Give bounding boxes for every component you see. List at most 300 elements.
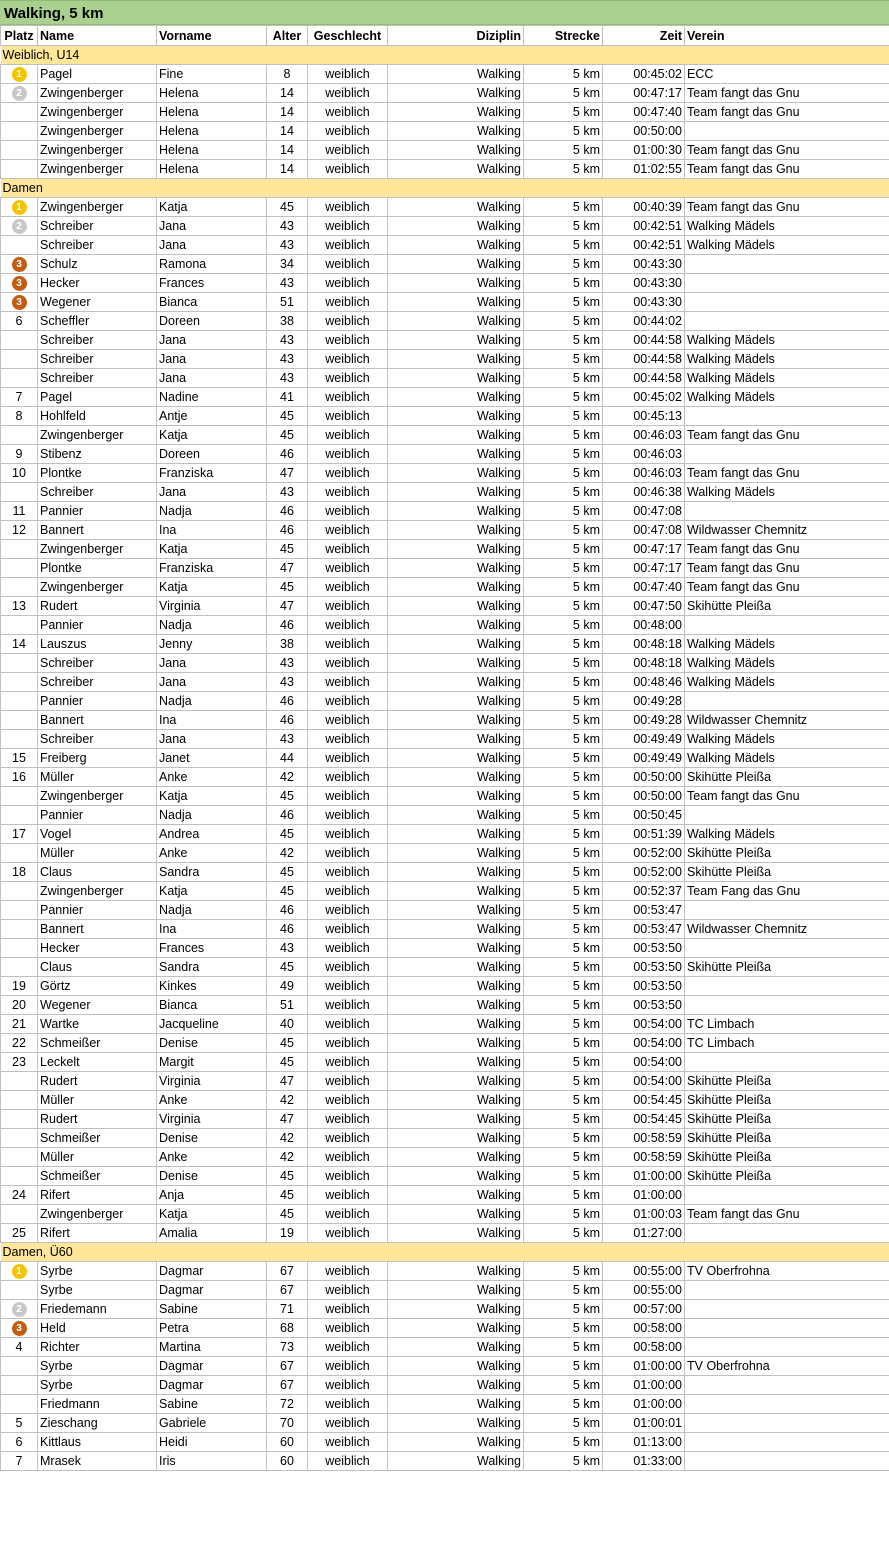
table-row — [1, 540, 889, 559]
cell-geschlecht: weiblich — [308, 312, 388, 331]
cell-verein: Team fangt das Gnu — [685, 426, 889, 445]
cell-verein — [685, 977, 889, 996]
cell-geschlecht: weiblich — [308, 369, 388, 388]
cell-zeit: 00:53:47 — [603, 920, 685, 939]
cell-platz — [1, 901, 38, 920]
cell-strecke: 5 km — [524, 1167, 603, 1186]
cell-verein — [685, 312, 889, 331]
cell-vorname: Anke — [157, 1148, 267, 1167]
cell-diziplin: Walking — [388, 445, 524, 464]
cell-verein: Walking Mädels — [685, 825, 889, 844]
cell-geschlecht: weiblich — [308, 1395, 388, 1414]
cell-vorname: Katja — [157, 787, 267, 806]
cell-name: Schreiber — [38, 217, 157, 236]
cell-platz — [1, 939, 38, 958]
cell-geschlecht: weiblich — [308, 996, 388, 1015]
cell-alter: 14 — [267, 160, 308, 179]
cell-name: Görtz — [38, 977, 157, 996]
cell-alter: 46 — [267, 616, 308, 635]
table-row — [1, 1186, 889, 1205]
cell-platz — [1, 65, 38, 84]
cell-strecke: 5 km — [524, 1433, 603, 1452]
cell-platz: 24 — [1, 1186, 38, 1205]
cell-alter: 45 — [267, 863, 308, 882]
cell-alter: 19 — [267, 1224, 308, 1243]
table-row — [1, 293, 889, 312]
cell-strecke: 5 km — [524, 1015, 603, 1034]
cell-diziplin: Walking — [388, 369, 524, 388]
cell-strecke: 5 km — [524, 692, 603, 711]
cell-vorname: Dagmar — [157, 1357, 267, 1376]
cell-platz: 5 — [1, 1414, 38, 1433]
cell-name: Pannier — [38, 502, 157, 521]
table-row — [1, 673, 889, 692]
cell-diziplin: Walking — [388, 521, 524, 540]
cell-zeit: 01:27:00 — [603, 1224, 685, 1243]
cell-zeit: 01:00:00 — [603, 1357, 685, 1376]
cell-platz — [1, 1357, 38, 1376]
bronze-medal-icon: 3 — [12, 257, 27, 272]
cell-alter: 45 — [267, 1186, 308, 1205]
cell-diziplin: Walking — [388, 863, 524, 882]
cell-platz — [1, 274, 38, 293]
cell-platz — [1, 369, 38, 388]
cell-strecke: 5 km — [524, 1319, 603, 1338]
cell-vorname: Jana — [157, 673, 267, 692]
cell-vorname: Jana — [157, 654, 267, 673]
table-row — [1, 369, 889, 388]
cell-name: Zwingenberger — [38, 787, 157, 806]
cell-name: Freiberg — [38, 749, 157, 768]
cell-diziplin: Walking — [388, 141, 524, 160]
cell-alter: 14 — [267, 141, 308, 160]
cell-verein — [685, 1281, 889, 1300]
cell-geschlecht: weiblich — [308, 616, 388, 635]
table-row — [1, 1224, 889, 1243]
cell-verein — [685, 293, 889, 312]
cell-verein: Skihütte Pleißa — [685, 1167, 889, 1186]
cell-zeit: 00:52:00 — [603, 844, 685, 863]
cell-name: Plontke — [38, 559, 157, 578]
cell-zeit: 00:53:50 — [603, 977, 685, 996]
table-row — [1, 1167, 889, 1186]
table-row — [1, 768, 889, 787]
cell-zeit: 01:33:00 — [603, 1452, 685, 1471]
cell-platz — [1, 1072, 38, 1091]
cell-geschlecht: weiblich — [308, 388, 388, 407]
cell-strecke: 5 km — [524, 1129, 603, 1148]
cell-zeit: 00:43:30 — [603, 255, 685, 274]
cell-diziplin: Walking — [388, 1433, 524, 1452]
cell-alter: 45 — [267, 578, 308, 597]
cell-alter: 14 — [267, 122, 308, 141]
cell-strecke: 5 km — [524, 654, 603, 673]
cell-alter: 34 — [267, 255, 308, 274]
cell-diziplin: Walking — [388, 388, 524, 407]
cell-verein: Walking Mädels — [685, 635, 889, 654]
cell-verein: Skihütte Pleißa — [685, 768, 889, 787]
cell-alter: 43 — [267, 654, 308, 673]
cell-platz — [1, 217, 38, 236]
cell-diziplin: Walking — [388, 806, 524, 825]
cell-name: Wegener — [38, 293, 157, 312]
cell-diziplin: Walking — [388, 1072, 524, 1091]
silver-medal-icon: 2 — [12, 219, 27, 234]
cell-zeit: 00:42:51 — [603, 236, 685, 255]
cell-geschlecht: weiblich — [308, 1167, 388, 1186]
cell-vorname: Heidi — [157, 1433, 267, 1452]
cell-platz — [1, 1110, 38, 1129]
cell-geschlecht: weiblich — [308, 977, 388, 996]
cell-geschlecht: weiblich — [308, 844, 388, 863]
table-row — [1, 654, 889, 673]
cell-diziplin: Walking — [388, 122, 524, 141]
cell-zeit: 00:50:00 — [603, 787, 685, 806]
cell-platz — [1, 920, 38, 939]
cell-geschlecht: weiblich — [308, 711, 388, 730]
cell-verein — [685, 806, 889, 825]
cell-zeit: 00:54:00 — [603, 1053, 685, 1072]
cell-diziplin: Walking — [388, 1224, 524, 1243]
cell-alter: 46 — [267, 901, 308, 920]
cell-strecke: 5 km — [524, 103, 603, 122]
table-row — [1, 787, 889, 806]
cell-zeit: 00:46:03 — [603, 445, 685, 464]
cell-zeit: 00:57:00 — [603, 1300, 685, 1319]
cell-strecke: 5 km — [524, 711, 603, 730]
cell-diziplin: Walking — [388, 255, 524, 274]
cell-verein: TC Limbach — [685, 1034, 889, 1053]
table-row — [1, 1357, 889, 1376]
cell-platz — [1, 141, 38, 160]
cell-verein — [685, 1053, 889, 1072]
cell-strecke: 5 km — [524, 977, 603, 996]
cell-platz — [1, 1281, 38, 1300]
cell-vorname: Sabine — [157, 1395, 267, 1414]
cell-diziplin: Walking — [388, 1281, 524, 1300]
cell-verein: TV Oberfrohna — [685, 1262, 889, 1281]
cell-diziplin: Walking — [388, 1205, 524, 1224]
cell-diziplin: Walking — [388, 236, 524, 255]
cell-alter: 43 — [267, 217, 308, 236]
cell-strecke: 5 km — [524, 1281, 603, 1300]
cell-strecke: 5 km — [524, 483, 603, 502]
table-row — [1, 122, 889, 141]
cell-alter: 67 — [267, 1357, 308, 1376]
cell-diziplin: Walking — [388, 1053, 524, 1072]
section-title: Damen, Ü60 — [1, 1243, 889, 1262]
table-row — [1, 920, 889, 939]
cell-name: Schmeißer — [38, 1167, 157, 1186]
cell-zeit: 00:50:45 — [603, 806, 685, 825]
cell-platz: 12 — [1, 521, 38, 540]
section-title: Damen — [1, 179, 889, 198]
cell-alter: 51 — [267, 293, 308, 312]
cell-name: Pannier — [38, 806, 157, 825]
cell-alter: 60 — [267, 1433, 308, 1452]
table-row — [1, 350, 889, 369]
cell-strecke: 5 km — [524, 369, 603, 388]
results-table — [0, 25, 889, 1471]
cell-geschlecht: weiblich — [308, 730, 388, 749]
cell-verein: Walking Mädels — [685, 730, 889, 749]
cell-verein: Team fangt das Gnu — [685, 84, 889, 103]
cell-geschlecht: weiblich — [308, 882, 388, 901]
cell-diziplin: Walking — [388, 692, 524, 711]
cell-diziplin: Walking — [388, 1376, 524, 1395]
cell-name: Rudert — [38, 1110, 157, 1129]
cell-alter: 45 — [267, 958, 308, 977]
cell-name: Pannier — [38, 692, 157, 711]
cell-platz — [1, 483, 38, 502]
cell-platz — [1, 692, 38, 711]
table-row — [1, 616, 889, 635]
cell-zeit: 00:44:58 — [603, 369, 685, 388]
cell-vorname: Dagmar — [157, 1376, 267, 1395]
cell-zeit: 00:43:30 — [603, 293, 685, 312]
cell-geschlecht: weiblich — [308, 1262, 388, 1281]
cell-strecke: 5 km — [524, 236, 603, 255]
cell-vorname: Virginia — [157, 597, 267, 616]
cell-alter: 71 — [267, 1300, 308, 1319]
cell-zeit: 00:50:00 — [603, 122, 685, 141]
cell-name: Müller — [38, 1091, 157, 1110]
cell-alter: 70 — [267, 1414, 308, 1433]
cell-platz — [1, 1148, 38, 1167]
cell-name: Scheffler — [38, 312, 157, 331]
cell-platz — [1, 806, 38, 825]
cell-vorname: Jana — [157, 730, 267, 749]
cell-geschlecht: weiblich — [308, 1433, 388, 1452]
cell-zeit: 00:53:50 — [603, 939, 685, 958]
cell-strecke: 5 km — [524, 388, 603, 407]
cell-diziplin: Walking — [388, 559, 524, 578]
cell-platz: 20 — [1, 996, 38, 1015]
cell-vorname: Nadja — [157, 806, 267, 825]
cell-name: Pannier — [38, 616, 157, 635]
cell-name: Zwingenberger — [38, 84, 157, 103]
cell-diziplin: Walking — [388, 635, 524, 654]
cell-strecke: 5 km — [524, 673, 603, 692]
cell-name: Friedmann — [38, 1395, 157, 1414]
cell-vorname: Margit — [157, 1053, 267, 1072]
cell-vorname: Anja — [157, 1186, 267, 1205]
cell-vorname: Katja — [157, 426, 267, 445]
cell-strecke: 5 km — [524, 920, 603, 939]
cell-vorname: Helena — [157, 103, 267, 122]
cell-vorname: Ina — [157, 521, 267, 540]
table-row — [1, 1091, 889, 1110]
header-name: Name — [38, 26, 157, 46]
cell-platz — [1, 578, 38, 597]
table-row — [1, 1053, 889, 1072]
cell-zeit: 00:45:02 — [603, 65, 685, 84]
cell-verein: Skihütte Pleißa — [685, 597, 889, 616]
cell-vorname: Sabine — [157, 1300, 267, 1319]
cell-strecke: 5 km — [524, 1148, 603, 1167]
cell-platz: 4 — [1, 1338, 38, 1357]
cell-strecke: 5 km — [524, 407, 603, 426]
cell-geschlecht: weiblich — [308, 1338, 388, 1357]
table-row — [1, 597, 889, 616]
cell-strecke: 5 km — [524, 331, 603, 350]
cell-geschlecht: weiblich — [308, 483, 388, 502]
cell-geschlecht: weiblich — [308, 502, 388, 521]
cell-platz — [1, 1319, 38, 1338]
cell-name: Vogel — [38, 825, 157, 844]
cell-name: Zwingenberger — [38, 578, 157, 597]
cell-diziplin: Walking — [388, 502, 524, 521]
cell-zeit: 00:43:30 — [603, 274, 685, 293]
cell-platz — [1, 654, 38, 673]
cell-zeit: 01:13:00 — [603, 1433, 685, 1452]
cell-verein: Skihütte Pleißa — [685, 1072, 889, 1091]
cell-diziplin: Walking — [388, 1167, 524, 1186]
cell-zeit: 00:47:17 — [603, 84, 685, 103]
cell-diziplin: Walking — [388, 920, 524, 939]
cell-strecke: 5 km — [524, 1376, 603, 1395]
cell-alter: 42 — [267, 1129, 308, 1148]
cell-diziplin: Walking — [388, 597, 524, 616]
cell-diziplin: Walking — [388, 1186, 524, 1205]
cell-verein — [685, 996, 889, 1015]
table-row — [1, 806, 889, 825]
cell-alter: 41 — [267, 388, 308, 407]
cell-platz — [1, 787, 38, 806]
cell-zeit: 00:50:00 — [603, 768, 685, 787]
cell-platz — [1, 160, 38, 179]
cell-diziplin: Walking — [388, 217, 524, 236]
cell-zeit: 00:46:03 — [603, 426, 685, 445]
cell-vorname: Frances — [157, 274, 267, 293]
table-row — [1, 1338, 889, 1357]
cell-geschlecht: weiblich — [308, 1300, 388, 1319]
cell-vorname: Jenny — [157, 635, 267, 654]
cell-verein: Wildwasser Chemnitz — [685, 920, 889, 939]
cell-alter: 49 — [267, 977, 308, 996]
table-row — [1, 255, 889, 274]
cell-verein — [685, 122, 889, 141]
cell-diziplin: Walking — [388, 1395, 524, 1414]
table-row — [1, 103, 889, 122]
cell-geschlecht: weiblich — [308, 1452, 388, 1471]
cell-alter: 46 — [267, 920, 308, 939]
cell-platz — [1, 673, 38, 692]
cell-geschlecht: weiblich — [308, 1357, 388, 1376]
cell-verein — [685, 616, 889, 635]
cell-verein: Skihütte Pleißa — [685, 1129, 889, 1148]
cell-diziplin: Walking — [388, 1452, 524, 1471]
cell-alter: 46 — [267, 502, 308, 521]
cell-geschlecht: weiblich — [308, 103, 388, 122]
cell-alter: 43 — [267, 331, 308, 350]
cell-diziplin: Walking — [388, 882, 524, 901]
cell-zeit: 00:48:18 — [603, 635, 685, 654]
cell-zeit: 00:45:02 — [603, 388, 685, 407]
cell-alter: 42 — [267, 1091, 308, 1110]
table-row — [1, 65, 889, 84]
cell-geschlecht: weiblich — [308, 1129, 388, 1148]
cell-verein: Team fangt das Gnu — [685, 1205, 889, 1224]
table-row — [1, 464, 889, 483]
sheet-title: Walking, 5 km — [0, 0, 889, 25]
cell-vorname: Nadja — [157, 692, 267, 711]
table-row — [1, 1148, 889, 1167]
cell-strecke: 5 km — [524, 616, 603, 635]
cell-diziplin: Walking — [388, 616, 524, 635]
cell-alter: 42 — [267, 768, 308, 787]
cell-zeit: 01:00:01 — [603, 1414, 685, 1433]
cell-strecke: 5 km — [524, 521, 603, 540]
cell-strecke: 5 km — [524, 996, 603, 1015]
header-vorname: Vorname — [157, 26, 267, 46]
cell-alter: 42 — [267, 844, 308, 863]
cell-strecke: 5 km — [524, 1072, 603, 1091]
cell-verein — [685, 1433, 889, 1452]
cell-platz — [1, 1205, 38, 1224]
cell-vorname: Jana — [157, 217, 267, 236]
cell-platz — [1, 1091, 38, 1110]
cell-geschlecht: weiblich — [308, 901, 388, 920]
cell-strecke: 5 km — [524, 350, 603, 369]
cell-alter: 47 — [267, 464, 308, 483]
table-row — [1, 198, 889, 217]
cell-zeit: 00:40:39 — [603, 198, 685, 217]
cell-verein — [685, 1186, 889, 1205]
cell-vorname: Amalia — [157, 1224, 267, 1243]
cell-alter: 46 — [267, 806, 308, 825]
cell-zeit: 00:53:47 — [603, 901, 685, 920]
cell-alter: 43 — [267, 939, 308, 958]
cell-vorname: Dagmar — [157, 1262, 267, 1281]
cell-zeit: 00:58:00 — [603, 1338, 685, 1357]
cell-alter: 72 — [267, 1395, 308, 1414]
cell-alter: 43 — [267, 730, 308, 749]
cell-name: Zwingenberger — [38, 160, 157, 179]
cell-alter: 40 — [267, 1015, 308, 1034]
cell-strecke: 5 km — [524, 1091, 603, 1110]
cell-zeit: 00:47:50 — [603, 597, 685, 616]
table-row — [1, 1072, 889, 1091]
table-row — [1, 1281, 889, 1300]
cell-zeit: 00:44:02 — [603, 312, 685, 331]
header-diziplin: Diziplin — [388, 26, 524, 46]
cell-vorname: Katja — [157, 578, 267, 597]
table-row — [1, 84, 889, 103]
cell-vorname: Anke — [157, 1091, 267, 1110]
cell-diziplin: Walking — [388, 350, 524, 369]
cell-verein — [685, 901, 889, 920]
cell-zeit: 00:49:28 — [603, 711, 685, 730]
cell-vorname: Bianca — [157, 996, 267, 1015]
cell-alter: 60 — [267, 1452, 308, 1471]
table-row — [1, 996, 889, 1015]
cell-verein: Walking Mädels — [685, 350, 889, 369]
cell-zeit: 00:47:08 — [603, 502, 685, 521]
cell-verein: Walking Mädels — [685, 654, 889, 673]
cell-geschlecht: weiblich — [308, 1015, 388, 1034]
cell-name: Hecker — [38, 274, 157, 293]
cell-geschlecht: weiblich — [308, 1091, 388, 1110]
cell-zeit: 00:58:59 — [603, 1129, 685, 1148]
cell-diziplin: Walking — [388, 426, 524, 445]
cell-strecke: 5 km — [524, 844, 603, 863]
bronze-medal-icon: 3 — [12, 276, 27, 291]
cell-strecke: 5 km — [524, 1205, 603, 1224]
cell-name: Schreiber — [38, 331, 157, 350]
header-zeit: Zeit — [603, 26, 685, 46]
table-row — [1, 749, 889, 768]
